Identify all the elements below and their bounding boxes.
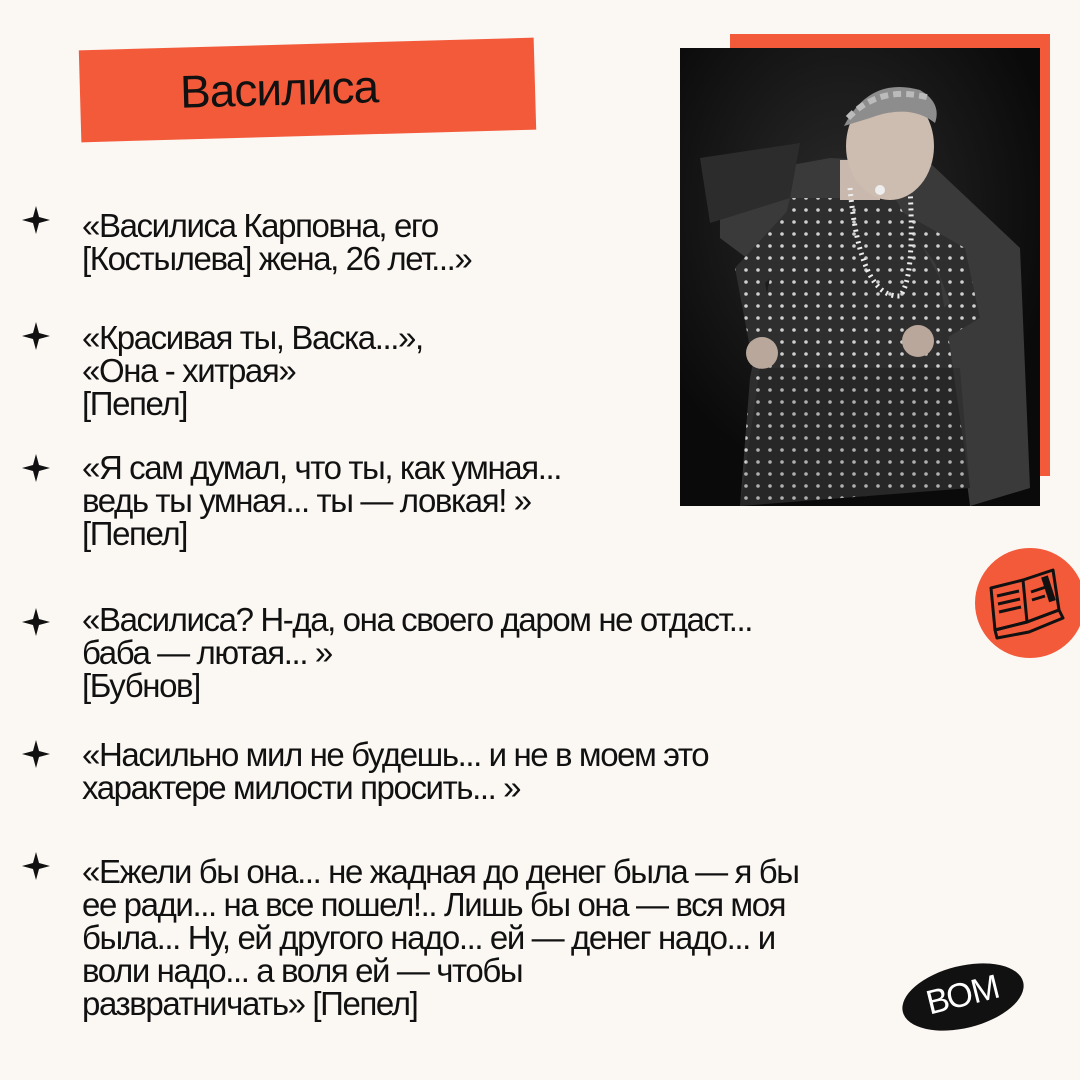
actress-photo: [680, 48, 1040, 506]
brand-logo: ВОМ: [895, 952, 1030, 1042]
four-point-star-icon: [22, 608, 50, 636]
book-badge: [975, 548, 1080, 658]
quote-5: «Насильно мил не будешь... и не в моем это характере милости просить... »: [82, 736, 709, 806]
quote-3: «Я сам думал, что ты, как умная... ведь ты умная... ты — ловкая! » [Пепел]: [82, 449, 561, 552]
open-book-icon: [975, 548, 1080, 658]
quote-4: «Василиса? Н-да, она своего даром не отдаст... баба — лютая... » [Бубнов]: [82, 601, 753, 704]
four-point-star-icon: [22, 454, 50, 482]
four-point-star-icon: [22, 852, 50, 880]
four-point-star-icon: [22, 206, 50, 234]
four-point-star-icon: [22, 740, 50, 768]
quote-1: «Василиса Карповна, его [Костылева] жена, 26 лет...»: [82, 207, 472, 277]
quote-2: «Красивая ты, Васка...», «Она - хитрая» [Пепел]: [82, 319, 423, 422]
four-point-star-icon: [22, 322, 50, 350]
page-title: Василиса: [179, 60, 379, 118]
quote-6: «Ежели бы она... не жадная до денег была — я бы ее ради... на все пошел!.. Лишь бы она — вся моя была... Ну, ей другого надо... ей — денег надо... и воли надо... а воля ей — чтобы развратничать» [Пепел]: [82, 853, 799, 1022]
